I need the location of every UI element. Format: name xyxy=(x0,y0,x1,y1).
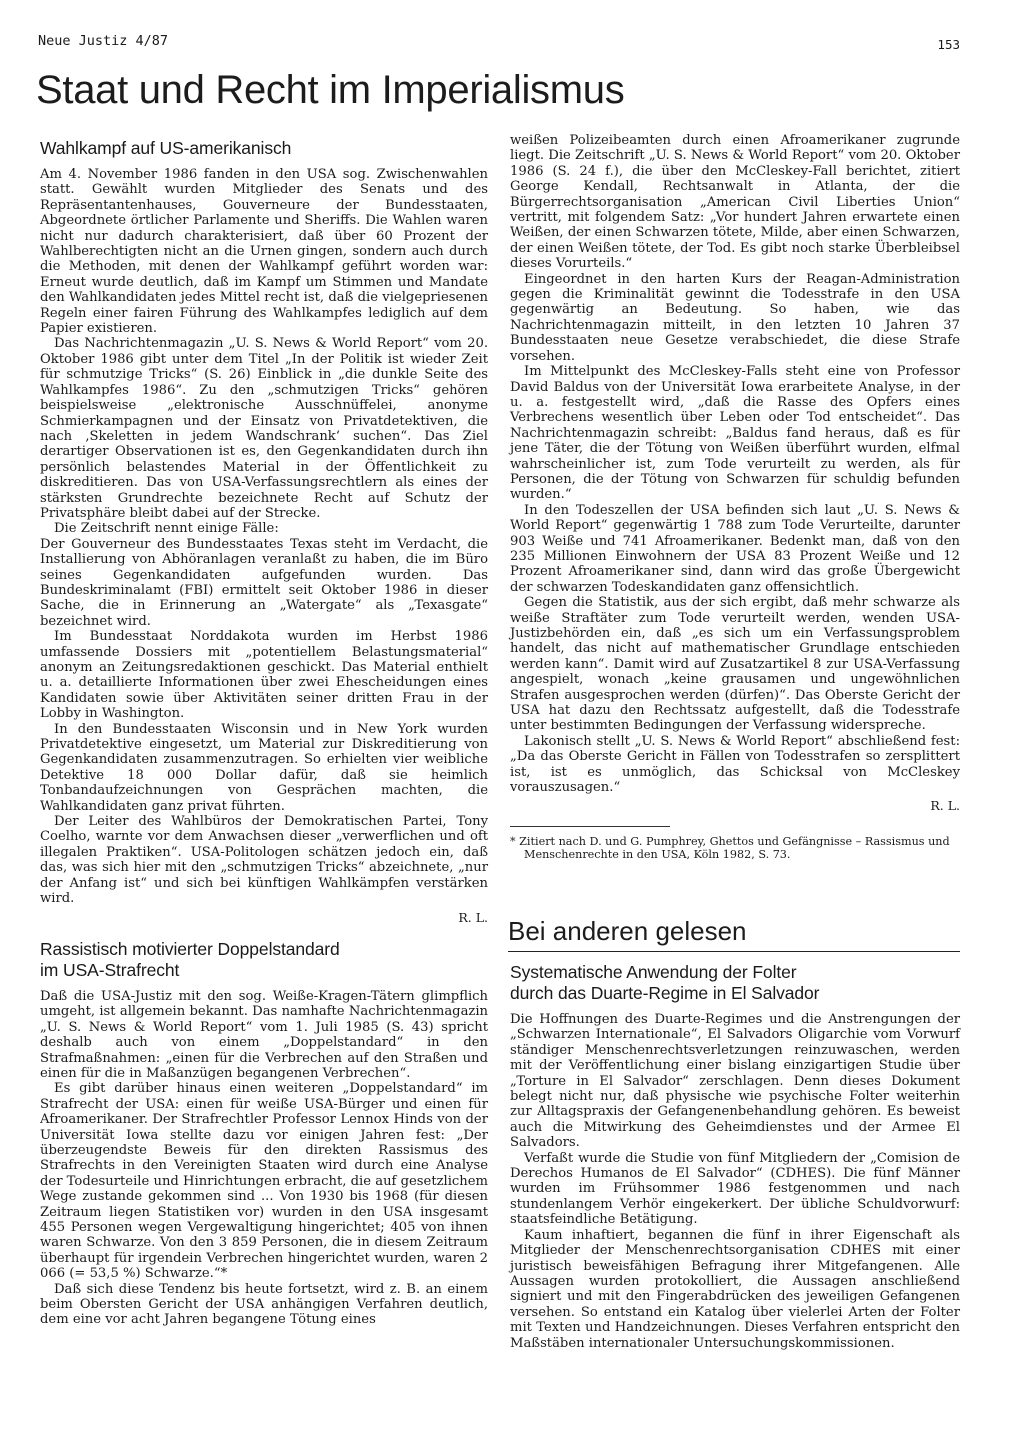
footnote: * Zitiert nach D. und G. Pumphrey, Ghettos und Gefängnisse – Rassismus und Menschenrechte in den USA, Köln 1982, S. 73. xyxy=(510,834,950,861)
article-title-folter xyxy=(510,962,960,1004)
paragraph: Eingeordnet in den harten Kurs der Reagan-Administration gegen die Kriminalität gewinnt die Todesstrafe in den USA gegenwärtig an Bedeutung. So haben, wie das Nachrichtenmagazin mitteilt, in den letzten 10 Jahren 37 Bundesstaaten neue Gesetze verabschiedet, die diese Strafe vorsehen. xyxy=(510,271,960,364)
paragraph: Das Nachrichtenmagazin „U. S. News & World Report“ vom 20. Oktober 1986 gibt unter dem Titel „In der Politik ist wieder Zeit für schmutzige Tricks“ (S. 26) Einblick in „die dunkle Seite des Wahlkampfes 1986“. Zu den „schmutzigen Tricks“ gehören beispielsweise „elektronische Ausschnüffelei, anonyme Schmierkampagnen und der Einsatz von Privatdetektiven, die nach ‚Skeletten in jedem Wandschrank‘ suchen“. Das Ziel derartiger Observationen ist es, den Gegenkandidaten durch ihn persönlich belastendes Material in der Öffentlichkeit zu diskreditieren. Das von USA-Verfassungsrechtlern als eines der stärksten Grundrechte bezeichnete Recht auf Schutz der Privatsphäre bleibt dabei auf der Strecke. xyxy=(40,336,488,521)
footnote-divider xyxy=(510,826,670,827)
paragraph: Es gibt darüber hinaus einen weiteren „Doppelstandard“ im Strafrecht der USA: einen für weiße USA-Bürger und einen für Afroamerikaner. Der Strafrechtler Professor Lennox Hinds von der Universität Iowa stellte dazu vor einigen Jahren fest: „Der überzeugendste Beweis für den direkten Rassismus des Strafrechts in den Vereinigten Staaten wird durch eine Analyse der Todesurteile und Hinrichtungen erbracht, die auf gesetzlichem Wege zustande gekommen sind ... Von 1930 bis 1968 (für diesen Zeitraum liegen Statistiken vor) wurden in den USA insgesamt 455 Personen wegen Vergewaltigung hingerichtet; 405 von ihnen waren Schwarze. Von den 3 859 Personen, die in diesem Zeitraum überhaupt für irgendein Verbrechen hingerichtet wurden, waren 2 066 (= 53,5 %) Schwarze.“* xyxy=(40,1081,488,1282)
paragraph: Gegen die Statistik, aus der sich ergibt, daß mehr schwarze als weiße Straftäter zum Tode verurteilt werden, wenden USA-Justizbehörden ein, daß „es sich um ein Verfassungsproblem handelt, das nicht auf mathematischer Grundlage entschieden werden kann“. Damit wird auf Zusatzartikel 8 zur USA-Verfassung angespielt, wonach „keine grausamen und ungewöhnlichen Strafen ausgesprochen werden (dürfen)“. Das Oberste Gericht der USA hat dazu den Rechtssatz aufgestellt, daß die Todesstrafe unter bestimmten Bedingungen der Verfassung widerspreche. xyxy=(510,595,960,734)
paragraph: Verfaßt wurde die Studie von fünf Mitgliedern der „Comision de Derechos Humanos de El Salvador“ (CDHES). Die fünf Männer wurden im Frühsommer 1986 festgenommen und nach stundenlangem Verhör eingekerkert. Der übliche Schuldvorwurf: staatsfeindliche Betätigung. xyxy=(510,1150,960,1228)
page-title: Staat und Recht im Imperialismus xyxy=(36,68,625,112)
article-title-doppelstandard xyxy=(40,939,488,981)
paragraph: Der Leiter des Wahlbüros der Demokratischen Partei, Tony Coelho, warnte vor dem Anwachsen dieser „verwerflichen und oft illegalen Praktiken“. USA-Politologen schätzen jedoch ein, daß das, was sich hier mit den „schmutzigen Tricks“ abzeichnete, „nur der Anfang ist“ und sich bei künftigen Wahlkämpfen verstärken wird. xyxy=(40,814,488,907)
paragraph: Kaum inhaftiert, begannen die fünf in ihrer Eigenschaft als Mitglieder der Menschenrechtsorganisation CDHES mit einer juristisch beweisfähigen Befragung ihrer Mitgefangenen. Alle Aussagen wurden protokolliert, die Aussagen anschließend signiert und mit den Fingerabdrücken des jeweiligen Gefangenen versehen. So entstand ein Katalog über vielerlei Arten der Folter mit Texten und Handzeichnungen. Dieses Verfahren entspricht den Maßstäben internationaler Untersuchungskommissionen. xyxy=(510,1227,960,1351)
paragraph: In den Todeszellen der USA befinden sich laut „U. S. News & World Report“ gegenwärtig 1 788 zum Tode Verurteilte, darunter 903 Weiße und 741 Afroamerikaner. Bedenkt man, daß von den 235 Millionen Einwohnern der USA 83 Prozent Weiße und 12 Prozent Afroamerikaner sind, dann wird das große Übergewicht der schwarzen Todeskandidaten ganz offensichtlich. xyxy=(510,502,960,595)
paragraph: Die Hoffnungen des Duarte-Regimes und die Anstrengungen der „Schwarzen Internationale“, El Salvadors Oligarchie vom Vorwurf ständiger Menschenrechtsverletzungen reinzuwaschen, werden mit der Veröffentlichung einer bislang einzigartigen Studie über „Torture in El Salvador“ zerschlagen. Denn dieses Dokument belegt nicht nur, daß physische wie psychische Folter weiterhin zur Alltagspraxis der Gefangenenbehandlung gehören. Es beweist auch die Mitwirkung des Geheimdienstes und der Armee El Salvadors. xyxy=(510,1012,960,1151)
article-title-line: Systematische Anwendung der Folter xyxy=(510,962,797,982)
paragraph: weißen Polizeibeamten durch einen Afroamerikaner zugrunde liegt. Die Zeitschrift „U. S. News & World Report“ vom 20. Oktober 1986 (S. 24 f.), die über den McCleskey-Fall berichtet, zitiert George Kendall, Rechtsanwalt in Atlanta, der die Bürgerrechtsorganisation „American Civil Liberties Union“ vertritt, mit folgendem Satz: „Vor hundert Jahren erwartete einen Weißen, der einen Schwarzen tötete, Milde, aber einen Schwarzen, der einen Weißen tötete, der Tod. Es gibt noch starke Überbleibsel dieses Vorurteils.“ xyxy=(510,133,960,272)
paragraph: Der Gouverneur des Bundesstaates Texas steht im Verdacht, die Installierung von Abhöranlagen veranlaßt zu haben, die im Büro seines Gegenkandidaten aufgefunden wurden. Das Bundeskriminalamt (FBI) ermittelt seit Oktober 1986 in dieser Sache, die in Erinnerung an „Watergate“ als „Texasgate“ bezeichnet wird. xyxy=(40,536,488,629)
article-title-line: Rassistisch motivierter Doppelstandard xyxy=(40,938,340,959)
article-title-wahlkampf: Wahlkampf auf US-amerikanisch xyxy=(40,138,292,158)
left-column xyxy=(40,138,488,1328)
right-column xyxy=(510,133,960,861)
rubric-title: Bei anderen gelesen xyxy=(508,916,747,946)
journal-issue: Neue Justiz 4/87 xyxy=(38,33,169,49)
paragraph: In den Bundesstaaten Wisconsin und in New York wurden Privatdetektive eingesetzt, um Material zur Diskreditierung von Gegenkandidaten zusammenzutragen. So erhielten vier weibliche Detektive 18 000 Dollar dafür, daß sie heimlich Tonbandaufzeichnungen von Gesprächen machten, die Wahlkandidaten ganz privat führten. xyxy=(40,721,488,814)
paragraph: Im Mittelpunkt des McCleskey-Falls steht eine von Professor David Baldus von der Universität Iowa erarbeitete Analyse, in der u. a. festgestellt wird, „daß die Rasse des Opfers eines Verbrechens wesentlich über Leben oder Tod entscheidet“. Das Nachrichtenmagazin schreibt: „Baldus fand heraus, daß es für jene Täter, die der Tötung von Weißen überführt wurden, elfmal wahrscheinlicher ist, zum Tode verurteilt zu werden, als für Personen, die der Tötung von Schwarzen für schuldig befunden wurden.“ xyxy=(510,364,960,503)
rubric-divider xyxy=(508,951,960,952)
rubric-header xyxy=(508,915,960,952)
page-header xyxy=(38,33,960,55)
paragraph: Am 4. November 1986 fanden in den USA sog. Zwischenwahlen statt. Gewählt wurden Mitglieder des Senats und des Repräsentantenhauses, Gouverneure der Bundesstaaten, Abgeordnete örtlicher Parlamente und Sheriffs. Die Wahlen waren nicht nur dadurch charakterisiert, daß über 60 Prozent der Wahlberechtigten nicht an die Urnen gingen, sondern auch durch die Methoden, mit denen der Wahlkampf geführt worden war: Erneut wurde deutlich, daß im Kampf um Stimmen und Mandate den Wahlkandidaten jedes Mittel recht ist, daß die vielgepriesenen Regeln einer fairen Führung des Wahlkampfes lediglich auf dem Papier existieren. xyxy=(40,167,488,337)
page-number: 153 xyxy=(937,37,960,52)
paragraph: Daß sich diese Tendenz bis heute fortsetzt, wird z. B. an einem beim Obersten Gericht der USA anhängigen Verfahren deutlich, dem eine vor acht Jahren begangene Tötung eines xyxy=(40,1281,488,1328)
author-signature: R. L. xyxy=(458,909,488,925)
author-signature: R. L. xyxy=(930,798,960,814)
article-title-line: im USA-Strafrecht xyxy=(40,959,180,980)
paragraph: Im Bundesstaat Norddakota wurden im Herbst 1986 umfassende Dossiers mit „potentiellem Belastungsmaterial“ anonym an Zeitungsredaktionen geschickt. Das Material enthielt u. a. detaillierte Informationen über zwei Ehescheidungen eines Kandidaten sowie über Aktivitäten seiner dritten Frau in der Lobby in Washington. xyxy=(40,629,488,722)
paragraph: Daß die USA-Justiz mit den sog. Weiße-Kragen-Tätern glimpflich umgeht, ist allgemein bekannt. Das namhafte Nachrichtenmagazin „U. S. News & World Report“ vom 1. Juli 1985 (S. 43) spricht deshalb auch von einem „Doppelstandard“ in den Strafmaßnahmen: „einen für die Verbrechen auf den Straßen und einen für die in Maßanzügen begangenen Verbrechen“. xyxy=(40,988,488,1081)
rubric-article xyxy=(510,962,960,1351)
paragraph: Die Zeitschrift nennt einige Fälle: xyxy=(54,521,279,537)
article-title-line: durch das Duarte-Regime in El Salvador xyxy=(510,983,820,1003)
paragraph: Lakonisch stellt „U. S. News & World Report“ abschließend fest: „Da das Oberste Gericht in Fällen von Todesstrafen so zersplittert ist, ist es unmöglich, das Schicksal von McCleskey vorauszusagen.“ xyxy=(510,733,960,796)
